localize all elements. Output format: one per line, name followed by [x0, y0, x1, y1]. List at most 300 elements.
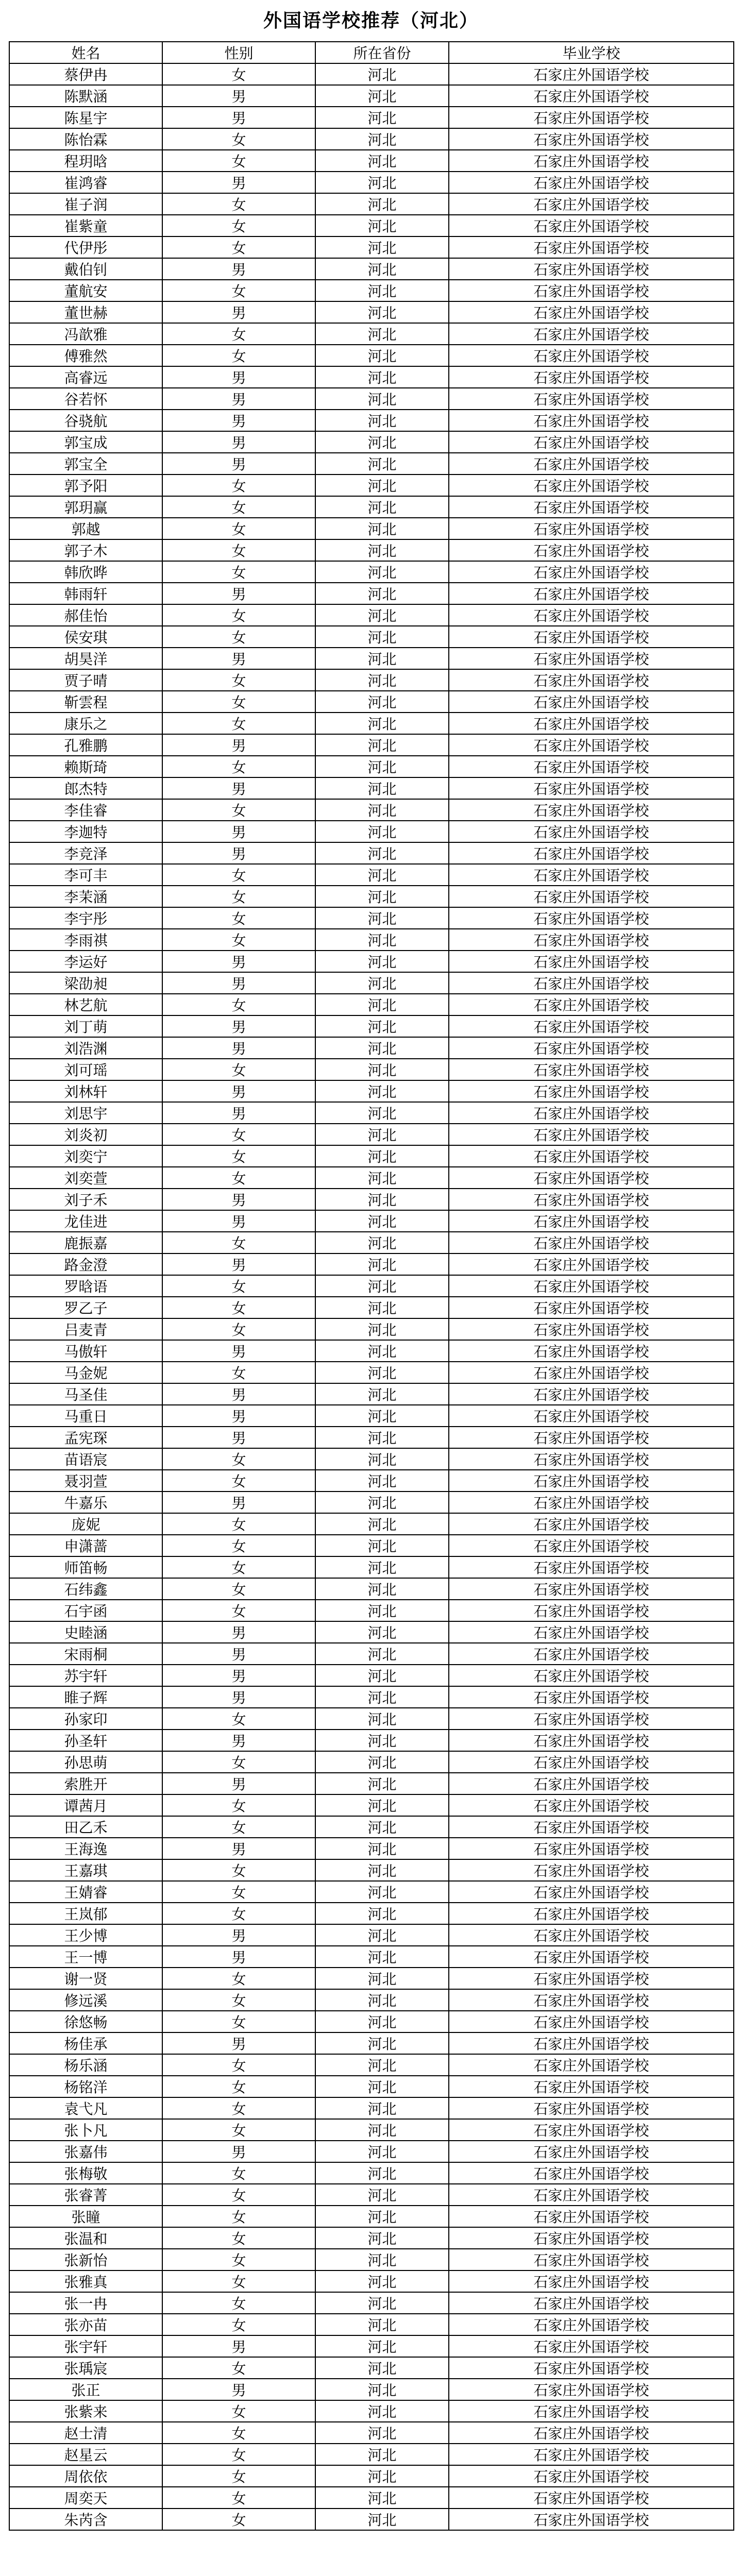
cell-school: 石家庄外国语学校 [449, 128, 734, 150]
cell-name: 张亦苗 [9, 2314, 162, 2335]
cell-gender: 男 [162, 734, 315, 756]
table-row [9, 107, 734, 128]
table-row [9, 626, 734, 648]
cell-gender: 男 [162, 1037, 315, 1059]
cell-name: 张卜凡 [9, 2119, 162, 2141]
cell-name: 庞妮 [9, 1513, 162, 1535]
cell-gender: 男 [162, 1102, 315, 1124]
cell-name: 马圣佳 [9, 1383, 162, 1405]
table-row [9, 2400, 734, 2422]
cell-province: 河北 [315, 2400, 449, 2422]
cell-school: 石家庄外国语学校 [449, 1535, 734, 1556]
cell-school: 石家庄外国语学校 [449, 1924, 734, 1946]
cell-province: 河北 [315, 2444, 449, 2465]
cell-school: 石家庄外国语学校 [449, 1427, 734, 1448]
cell-province: 河北 [315, 2465, 449, 2487]
cell-school: 石家庄外国语学校 [449, 713, 734, 734]
cell-gender: 女 [162, 1751, 315, 1773]
cell-school: 石家庄外国语学校 [449, 1686, 734, 1708]
table-row [9, 1340, 734, 1362]
table-row [9, 2097, 734, 2119]
cell-province: 河北 [315, 713, 449, 734]
cell-school: 石家庄外国语学校 [449, 410, 734, 431]
cell-province: 河北 [315, 215, 449, 236]
cell-name: 杨铭洋 [9, 2076, 162, 2097]
cell-province: 河北 [315, 2270, 449, 2292]
cell-gender: 女 [162, 1297, 315, 1318]
cell-province: 河北 [315, 107, 449, 128]
table-row [9, 2249, 734, 2270]
cell-province: 河北 [315, 2379, 449, 2400]
cell-province: 河北 [315, 1968, 449, 1989]
cell-gender: 男 [162, 301, 315, 323]
table-row [9, 1556, 734, 1578]
cell-gender: 女 [162, 1145, 315, 1167]
cell-name: 张梅敬 [9, 2162, 162, 2184]
cell-name: 马重日 [9, 1405, 162, 1427]
cell-gender: 女 [162, 128, 315, 150]
cell-school: 石家庄外国语学校 [449, 2292, 734, 2314]
table-row [9, 410, 734, 431]
cell-province: 河北 [315, 972, 449, 994]
cell-province: 河北 [315, 1751, 449, 1773]
table-row [9, 345, 734, 366]
cell-school: 石家庄外国语学校 [449, 2270, 734, 2292]
cell-gender: 女 [162, 2249, 315, 2270]
cell-province: 河北 [315, 172, 449, 193]
cell-province: 河北 [315, 453, 449, 474]
cell-gender: 女 [162, 2270, 315, 2292]
cell-school: 石家庄外国语学校 [449, 1059, 734, 1080]
cell-gender: 女 [162, 691, 315, 713]
cell-gender: 女 [162, 1708, 315, 1730]
cell-name: 周奕天 [9, 2487, 162, 2509]
cell-gender: 男 [162, 1427, 315, 1448]
cell-name: 索胜开 [9, 1773, 162, 1794]
table-row [9, 2270, 734, 2292]
cell-gender: 女 [162, 561, 315, 583]
cell-school: 石家庄外国语学校 [449, 193, 734, 215]
cell-gender: 女 [162, 496, 315, 518]
cell-name: 郭宝全 [9, 453, 162, 474]
cell-school: 石家庄外国语学校 [449, 1470, 734, 1492]
cell-school: 石家庄外国语学校 [449, 518, 734, 539]
cell-school: 石家庄外国语学校 [449, 2444, 734, 2465]
table-row [9, 1621, 734, 1643]
table-row [9, 1989, 734, 2011]
cell-gender: 男 [162, 1730, 315, 1751]
cell-name: 郝佳怡 [9, 604, 162, 626]
cell-province: 河北 [315, 864, 449, 886]
table-row [9, 2487, 734, 2509]
cell-name: 张新怡 [9, 2249, 162, 2270]
cell-gender: 男 [162, 2379, 315, 2400]
cell-gender: 女 [162, 2076, 315, 2097]
table-row [9, 236, 734, 258]
table-row [9, 2465, 734, 2487]
table-row [9, 561, 734, 583]
cell-school: 石家庄外国语学校 [449, 1232, 734, 1253]
cell-name: 谷若怀 [9, 388, 162, 410]
cell-school: 石家庄外国语学校 [449, 2141, 734, 2162]
cell-province: 河北 [315, 907, 449, 929]
table-row [9, 193, 734, 215]
cell-gender: 女 [162, 2509, 315, 2530]
cell-province: 河北 [315, 626, 449, 648]
cell-province: 河北 [315, 561, 449, 583]
cell-province: 河北 [315, 1838, 449, 1859]
table-row [9, 2054, 734, 2076]
table-row [9, 1773, 734, 1794]
table-row [9, 1643, 734, 1665]
cell-gender: 女 [162, 2444, 315, 2465]
cell-school: 石家庄外国语学校 [449, 63, 734, 85]
cell-name: 郭玥赢 [9, 496, 162, 518]
cell-name: 崔子润 [9, 193, 162, 215]
cell-name: 罗乙子 [9, 1297, 162, 1318]
table-row [9, 1578, 734, 1600]
cell-gender: 女 [162, 1275, 315, 1297]
document-title: 外国语学校推荐（河北） [263, 10, 479, 31]
cell-school: 石家庄外国语学校 [449, 1751, 734, 1773]
cell-name: 刘林轩 [9, 1080, 162, 1102]
cell-school: 石家庄外国语学校 [449, 604, 734, 626]
cell-province: 河北 [315, 1448, 449, 1470]
cell-gender: 女 [162, 756, 315, 777]
cell-province: 河北 [315, 1989, 449, 2011]
cell-school: 石家庄外国语学校 [449, 1015, 734, 1037]
table-row [9, 301, 734, 323]
table-row [9, 842, 734, 864]
cell-gender: 女 [162, 2357, 315, 2379]
table-row [9, 539, 734, 561]
cell-name: 罗晗语 [9, 1275, 162, 1297]
table-row [9, 388, 734, 410]
cell-province: 河北 [315, 2357, 449, 2379]
table-row [9, 1448, 734, 1470]
cell-school: 石家庄外国语学校 [449, 2379, 734, 2400]
cell-school: 石家庄外国语学校 [449, 539, 734, 561]
cell-province: 河北 [315, 1297, 449, 1318]
cell-school: 石家庄外国语学校 [449, 258, 734, 280]
cell-school: 石家庄外国语学校 [449, 1578, 734, 1600]
cell-gender: 女 [162, 2011, 315, 2032]
cell-gender: 男 [162, 388, 315, 410]
table-row [9, 1124, 734, 1145]
cell-name: 张宇轩 [9, 2335, 162, 2357]
cell-school: 石家庄外国语学校 [449, 734, 734, 756]
table-row [9, 2184, 734, 2206]
cell-province: 河北 [315, 85, 449, 107]
cell-province: 河北 [315, 777, 449, 799]
cell-school: 石家庄外国语学校 [449, 1665, 734, 1686]
cell-province: 河北 [315, 410, 449, 431]
table-row [9, 2509, 734, 2530]
table-row [9, 1816, 734, 1838]
cell-gender: 男 [162, 1643, 315, 1665]
header-province: 所在省份 [315, 42, 449, 63]
cell-school: 石家庄外国语学校 [449, 864, 734, 886]
cell-school: 石家庄外国语学校 [449, 172, 734, 193]
cell-school: 石家庄外国语学校 [449, 1405, 734, 1427]
table-row [9, 2292, 734, 2314]
cell-school: 石家庄外国语学校 [449, 972, 734, 994]
table-row [9, 691, 734, 713]
table-row [9, 1751, 734, 1773]
cell-school: 石家庄外国语学校 [449, 799, 734, 821]
cell-school: 石家庄外国语学校 [449, 431, 734, 453]
cell-school: 石家庄外国语学校 [449, 1794, 734, 1816]
cell-name: 师笛畅 [9, 1556, 162, 1578]
cell-province: 河北 [315, 1340, 449, 1362]
cell-school: 石家庄外国语学校 [449, 2227, 734, 2249]
cell-gender: 女 [162, 2487, 315, 2509]
cell-gender: 男 [162, 1492, 315, 1513]
cell-school: 石家庄外国语学校 [449, 2011, 734, 2032]
cell-name: 马金妮 [9, 1362, 162, 1383]
cell-province: 河北 [315, 1859, 449, 1881]
cell-name: 鹿振嘉 [9, 1232, 162, 1253]
cell-province: 河北 [315, 1275, 449, 1297]
cell-school: 石家庄外国语学校 [449, 561, 734, 583]
cell-school: 石家庄外国语学校 [449, 1145, 734, 1167]
cell-gender: 男 [162, 85, 315, 107]
cell-school: 石家庄外国语学校 [449, 886, 734, 907]
cell-province: 河北 [315, 2292, 449, 2314]
cell-school: 石家庄外国语学校 [449, 1297, 734, 1318]
cell-province: 河北 [315, 1232, 449, 1253]
cell-school: 石家庄外国语学校 [449, 1513, 734, 1535]
cell-name: 史睦涵 [9, 1621, 162, 1643]
cell-name: 刘思宇 [9, 1102, 162, 1124]
cell-gender: 女 [162, 1513, 315, 1535]
table-row [9, 648, 734, 669]
cell-gender: 女 [162, 2292, 315, 2314]
cell-name: 赵士清 [9, 2422, 162, 2444]
cell-gender: 女 [162, 886, 315, 907]
cell-province: 河北 [315, 1253, 449, 1275]
cell-gender: 女 [162, 2206, 315, 2227]
cell-gender: 女 [162, 669, 315, 691]
cell-province: 河北 [315, 1405, 449, 1427]
cell-name: 睢子辉 [9, 1686, 162, 1708]
cell-gender: 男 [162, 1665, 315, 1686]
cell-province: 河北 [315, 2314, 449, 2335]
cell-province: 河北 [315, 258, 449, 280]
table-row [9, 150, 734, 172]
cell-school: 石家庄外国语学校 [449, 2314, 734, 2335]
cell-province: 河北 [315, 2249, 449, 2270]
cell-gender: 女 [162, 2184, 315, 2206]
cell-name: 朱芮含 [9, 2509, 162, 2530]
cell-school: 石家庄外国语学校 [449, 777, 734, 799]
cell-province: 河北 [315, 1946, 449, 1968]
cell-name: 李佳睿 [9, 799, 162, 821]
cell-gender: 女 [162, 626, 315, 648]
cell-school: 石家庄外国语学校 [449, 1903, 734, 1924]
cell-gender: 男 [162, 842, 315, 864]
cell-name: 李可丰 [9, 864, 162, 886]
cell-name: 李宇彤 [9, 907, 162, 929]
cell-name: 董世赫 [9, 301, 162, 323]
cell-school: 石家庄外国语学校 [449, 1708, 734, 1730]
cell-name: 刘可瑶 [9, 1059, 162, 1080]
cell-name: 林艺航 [9, 994, 162, 1015]
cell-province: 河北 [315, 150, 449, 172]
cell-gender: 女 [162, 2119, 315, 2141]
cell-name: 王嘉琪 [9, 1859, 162, 1881]
cell-province: 河北 [315, 1383, 449, 1405]
cell-gender: 男 [162, 1253, 315, 1275]
table-row [9, 1535, 734, 1556]
cell-province: 河北 [315, 951, 449, 972]
cell-province: 河北 [315, 388, 449, 410]
table-row [9, 323, 734, 345]
cell-name: 路金澄 [9, 1253, 162, 1275]
cell-name: 胡昊洋 [9, 648, 162, 669]
cell-province: 河北 [315, 1794, 449, 1816]
cell-gender: 男 [162, 777, 315, 799]
table-row [9, 2141, 734, 2162]
cell-name: 张正 [9, 2379, 162, 2400]
cell-province: 河北 [315, 821, 449, 842]
table-row [9, 1665, 734, 1686]
cell-school: 石家庄外国语学校 [449, 1275, 734, 1297]
cell-school: 石家庄外国语学校 [449, 756, 734, 777]
cell-gender: 女 [162, 323, 315, 345]
cell-school: 石家庄外国语学校 [449, 1210, 734, 1232]
cell-name: 田乙禾 [9, 1816, 162, 1838]
cell-school: 石家庄外国语学校 [449, 1730, 734, 1751]
cell-name: 崔紫童 [9, 215, 162, 236]
cell-school: 石家庄外国语学校 [449, 301, 734, 323]
cell-name: 傅雅然 [9, 345, 162, 366]
cell-gender: 女 [162, 539, 315, 561]
cell-school: 石家庄外国语学校 [449, 669, 734, 691]
cell-school: 石家庄外国语学校 [449, 2400, 734, 2422]
cell-province: 河北 [315, 1059, 449, 1080]
cell-gender: 女 [162, 474, 315, 496]
table-row [9, 2422, 734, 2444]
table-row [9, 172, 734, 193]
cell-school: 石家庄外国语学校 [449, 1037, 734, 1059]
cell-gender: 男 [162, 410, 315, 431]
cell-province: 河北 [315, 1427, 449, 1448]
cell-gender: 女 [162, 1859, 315, 1881]
cell-name: 陈星宇 [9, 107, 162, 128]
header-school: 毕业学校 [449, 42, 734, 63]
cell-province: 河北 [315, 1492, 449, 1513]
cell-name: 李雨祺 [9, 929, 162, 951]
cell-name: 王一博 [9, 1946, 162, 1968]
cell-gender: 男 [162, 431, 315, 453]
cell-gender: 女 [162, 929, 315, 951]
table-row [9, 2379, 734, 2400]
cell-school: 石家庄外国语学校 [449, 691, 734, 713]
cell-gender: 女 [162, 2314, 315, 2335]
header-name: 姓名 [9, 42, 162, 63]
student-table [9, 41, 734, 2531]
cell-school: 石家庄外国语学校 [449, 1816, 734, 1838]
table-row [9, 2119, 734, 2141]
cell-school: 石家庄外国语学校 [449, 1167, 734, 1189]
table-header-row [9, 42, 734, 63]
cell-school: 石家庄外国语学校 [449, 842, 734, 864]
cell-province: 河北 [315, 2162, 449, 2184]
cell-province: 河北 [315, 1080, 449, 1102]
cell-school: 石家庄外国语学校 [449, 1773, 734, 1794]
cell-gender: 男 [162, 107, 315, 128]
cell-province: 河北 [315, 648, 449, 669]
cell-school: 石家庄外国语学校 [449, 323, 734, 345]
table-row [9, 2206, 734, 2227]
cell-school: 石家庄外国语学校 [449, 345, 734, 366]
header-gender: 性别 [162, 42, 315, 63]
cell-name: 张紫来 [9, 2400, 162, 2422]
cell-name: 石纬鑫 [9, 1578, 162, 1600]
cell-gender: 女 [162, 994, 315, 1015]
cell-name: 代伊彤 [9, 236, 162, 258]
cell-school: 石家庄外国语学校 [449, 388, 734, 410]
cell-province: 河北 [315, 1708, 449, 1730]
cell-name: 王海逸 [9, 1838, 162, 1859]
table-row [9, 2076, 734, 2097]
table-row [9, 1470, 734, 1492]
cell-name: 董航安 [9, 280, 162, 301]
cell-name: 贾子晴 [9, 669, 162, 691]
cell-province: 河北 [315, 2422, 449, 2444]
cell-gender: 男 [162, 1210, 315, 1232]
cell-gender: 男 [162, 1924, 315, 1946]
cell-province: 河北 [315, 366, 449, 388]
cell-school: 石家庄外国语学校 [449, 1448, 734, 1470]
table-body [9, 63, 734, 2530]
cell-province: 河北 [315, 496, 449, 518]
cell-province: 河北 [315, 63, 449, 85]
cell-school: 石家庄外国语学校 [449, 626, 734, 648]
table-row [9, 2227, 734, 2249]
cell-province: 河北 [315, 474, 449, 496]
cell-province: 河北 [315, 1145, 449, 1167]
table-row [9, 1059, 734, 1080]
cell-school: 石家庄外国语学校 [449, 1102, 734, 1124]
cell-province: 河北 [315, 2076, 449, 2097]
cell-province: 河北 [315, 128, 449, 150]
cell-gender: 女 [162, 193, 315, 215]
cell-province: 河北 [315, 1643, 449, 1665]
table-row [9, 821, 734, 842]
table-row [9, 972, 734, 994]
cell-province: 河北 [315, 1621, 449, 1643]
cell-province: 河北 [315, 301, 449, 323]
cell-name: 张一冉 [9, 2292, 162, 2314]
cell-name: 崔鸿睿 [9, 172, 162, 193]
cell-name: 马傲轩 [9, 1340, 162, 1362]
cell-name: 徐悠畅 [9, 2011, 162, 2032]
table-row [9, 734, 734, 756]
cell-name: 赵星云 [9, 2444, 162, 2465]
cell-gender: 女 [162, 1167, 315, 1189]
cell-gender: 女 [162, 907, 315, 929]
table-row [9, 1903, 734, 1924]
cell-name: 张嘉伟 [9, 2141, 162, 2162]
cell-gender: 女 [162, 1968, 315, 1989]
cell-name: 孔雅鹏 [9, 734, 162, 756]
table-row [9, 1275, 734, 1297]
cell-gender: 男 [162, 1405, 315, 1427]
cell-name: 吕麦青 [9, 1318, 162, 1340]
cell-province: 河北 [315, 886, 449, 907]
